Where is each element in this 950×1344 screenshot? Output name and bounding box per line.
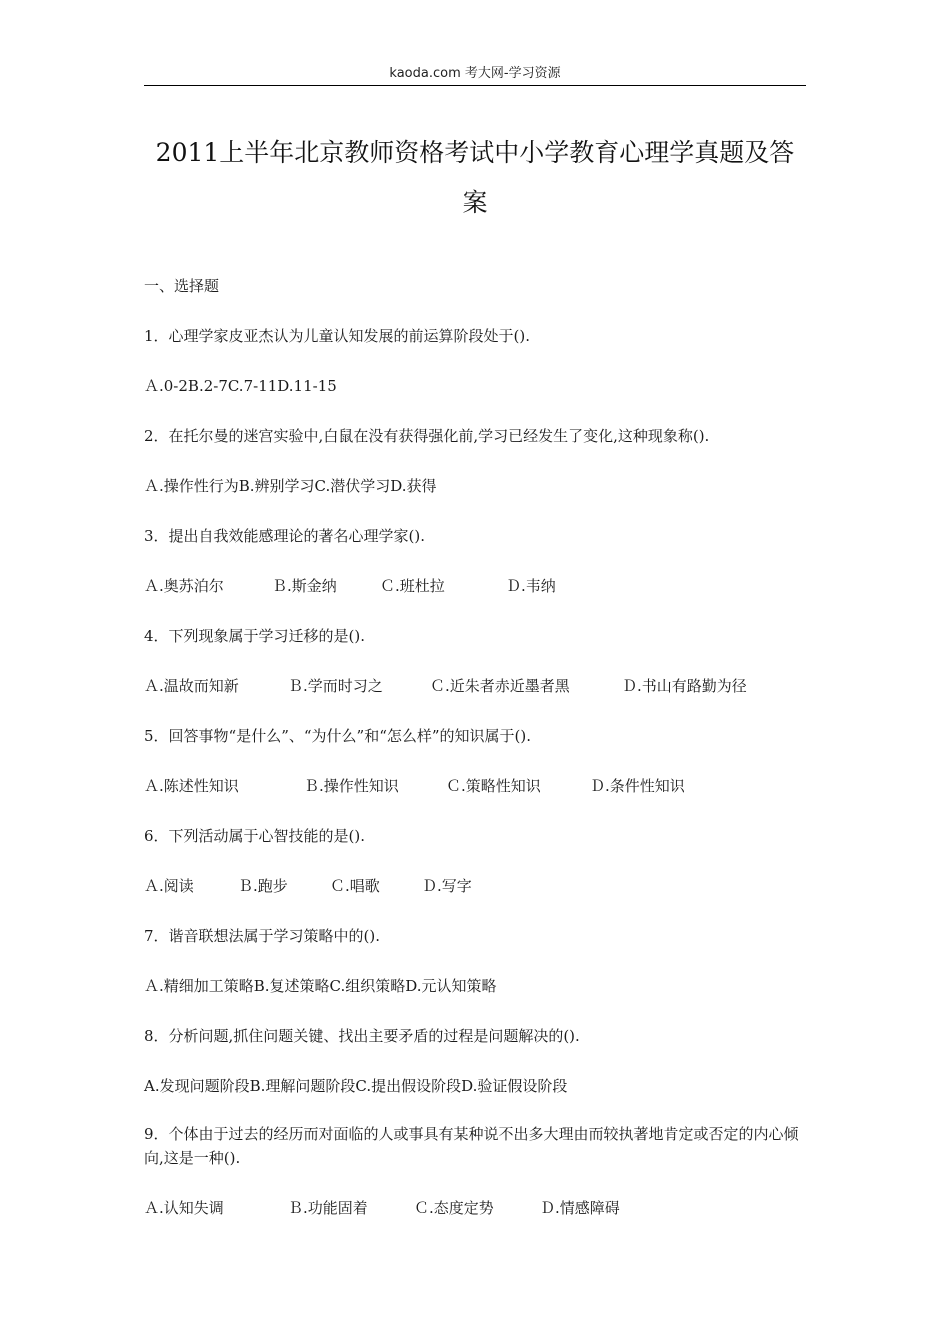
question-4-option-c: Ｃ.近朱者赤近墨者黑 [430,677,570,695]
question-8-stem: 8．分析问题,抓住问题关键、找出主要矛盾的过程是问题解决的(). [144,1027,580,1045]
question-3-option-a: Ａ.奥苏泊尔 [144,577,224,595]
question-4-option-b: Ｂ.学而时习之 [288,677,383,695]
question-2-stem: 2．在托尔曼的迷宫实验中,白鼠在没有获得强化前,学习已经发生了变化,这种现象称(). [144,427,710,445]
question-5-option-d: Ｄ.条件性知识 [590,777,685,795]
question-4-stem: 4．下列现象属于学习迁移的是(). [144,627,366,645]
question-9-option-b: Ｂ.功能固着 [288,1199,368,1217]
question-9-option-d: Ｄ.情感障碍 [540,1199,620,1217]
document-title: 2011上半年北京教师资格考试中小学教育心理学真题及答案 [155,138,795,217]
question-1-options [144,374,814,398]
header-divider [144,85,806,86]
question-5-option-a: Ａ.陈述性知识 [144,777,239,795]
question-9-option-a: Ａ.认知失调 [144,1199,224,1217]
question-3-option-b: Ｂ.斯金纳 [272,577,337,595]
question-4-option-d: Ｄ.书山有路勤为径 [622,677,747,695]
question-1-option-line: Ａ.0-2B.2-7C.7-11D.11-15 [144,377,337,395]
question-6-option-d: Ｄ.写字 [422,877,472,895]
question-2-options [144,474,814,498]
question-7-option-line: Ａ.精细加工策略B.复述策略C.组织策略D.元认知策略 [144,977,497,995]
question-8-option-line: A.发现问题阶段B.理解问题阶段C.提出假设阶段D.验证假设阶段 [144,1077,568,1095]
page-header: kaoda.com 考大网-学习资源 [389,66,561,81]
question-9-option-c: Ｃ.态度定势 [414,1199,494,1217]
question-6-stem: 6．下列活动属于心智技能的是(). [144,827,366,845]
question-6-option-a: Ａ.阅读 [144,877,194,895]
question-3-option-d: Ｄ.韦纳 [506,577,556,595]
question-3-option-c: Ｃ.班杜拉 [380,577,445,595]
question-8-options [144,1074,814,1098]
question-6-option-c: Ｃ.唱歌 [330,877,380,895]
question-3-stem: 3．提出自我效能感理论的著名心理学家(). [144,527,426,545]
question-5-option-b: Ｂ.操作性知识 [304,777,399,795]
question-1-stem: 1．心理学家皮亚杰认为儿童认知发展的前运算阶段处于(). [144,327,531,345]
question-5-stem: 5．回答事物“是什么”、“为什么”和“怎么样”的知识属于(). [144,727,532,745]
question-7-stem: 7．谐音联想法属于学习策略中的(). [144,927,381,945]
question-6-option-b: Ｂ.跑步 [238,877,288,895]
section-heading: 一、选择题 [144,277,220,295]
question-4-option-a: Ａ.温故而知新 [144,677,239,695]
question-5-option-c: Ｃ.策略性知识 [446,777,541,795]
question-7-options [144,974,814,998]
question-9-stem: 9．个体由于过去的经历而对面临的人或事具有某种说不出多大理由而较执著地肯定或否定的内心倾向,这是一种(). [144,1125,799,1167]
question-2-option-line: Ａ.操作性行为B.辨别学习C.潜伏学习D.获得 [144,477,437,495]
